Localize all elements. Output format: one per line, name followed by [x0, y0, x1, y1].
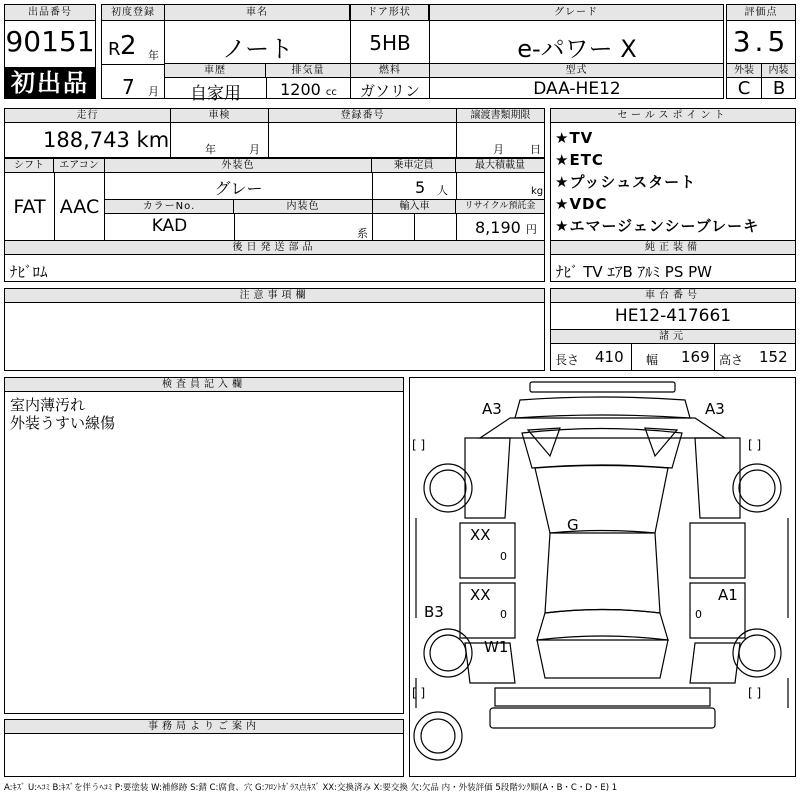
front-outline — [515, 397, 690, 418]
bracket-right: [ ] — [748, 438, 762, 452]
inspection-year-unit: 年 — [205, 143, 216, 156]
wheel-rear-right-inner — [739, 635, 775, 671]
width-value: 169 — [681, 348, 710, 366]
spare-wheel-inner — [421, 719, 455, 753]
displacement-label: 排気量 — [265, 63, 351, 78]
notes-label: 注意事項欄 — [4, 288, 545, 303]
chassis-label: 車台番号 — [550, 288, 796, 303]
sales-point-item: ★VDC — [555, 195, 608, 213]
left-front-fender — [465, 438, 510, 518]
aircon-label: エアコン — [53, 158, 105, 173]
interior-label: 内装 — [761, 63, 796, 78]
first-reg-box — [101, 4, 165, 99]
aircon-value: AAC — [59, 196, 100, 218]
car-name-label: 車名 — [164, 4, 350, 21]
genuine-equip-box — [550, 240, 796, 282]
divider — [456, 122, 457, 157]
mark-zero-right: 0 — [695, 608, 702, 621]
mileage-value — [43, 128, 169, 152]
rear-window — [537, 610, 668, 641]
lot-label: 出品番号 — [4, 4, 96, 21]
wheel-rear-right — [733, 629, 781, 677]
capacity-value: 5 — [415, 178, 426, 197]
sales-point-item: ★TV — [555, 129, 594, 147]
divider — [102, 64, 164, 65]
sales-points-list — [555, 127, 759, 237]
rear-bumper-bottom — [490, 708, 715, 728]
bracket-left-lower: [ ] — [412, 686, 426, 700]
cabin — [545, 533, 660, 613]
inspector-label: 検査員記入欄 — [4, 377, 404, 392]
damage-mark-xx-lower: XX — [470, 586, 491, 604]
max-load-label: 最大積載量 — [455, 158, 545, 173]
door-value: 5HB — [369, 31, 411, 55]
exterior-score: C — [737, 78, 751, 99]
divider — [631, 343, 632, 370]
height-value: 152 — [759, 348, 788, 366]
wheel-rear-left-inner — [430, 635, 466, 671]
recycle-value — [475, 218, 537, 237]
inspection-label: 車検 — [170, 108, 269, 123]
later-parts-value: ﾅﾋﾞﾛﾑ — [10, 263, 48, 281]
interior-score: B — [772, 78, 786, 99]
later-parts-label: 後日発送部品 — [4, 240, 545, 255]
height-label: 高さ — [719, 353, 744, 367]
divider — [268, 122, 269, 157]
divider — [170, 122, 171, 157]
wheel-rear-left — [424, 629, 472, 677]
shift-label: シフト — [4, 158, 54, 173]
score-value: 3.5 — [732, 25, 790, 58]
history-label: 車歴 — [164, 63, 266, 78]
inspector-line: 室内薄汚れ — [10, 396, 86, 414]
divider — [372, 213, 373, 240]
wheel-front-left-inner — [430, 470, 466, 506]
displacement-value — [267, 80, 350, 99]
mileage-unit: km — [136, 128, 170, 152]
office-box — [4, 719, 404, 777]
displacement-number: 1200 — [280, 80, 321, 99]
exterior-color-label: 外装色 — [104, 158, 372, 173]
fuel-value: ガソリン — [359, 82, 420, 100]
recycle-number: 8,190 — [475, 218, 521, 237]
color-no-label: カラーNo. — [104, 199, 234, 214]
first-reg-month: 7 — [122, 75, 135, 99]
color-no-value: KAD — [151, 216, 188, 236]
exterior-label: 外装 — [726, 63, 762, 78]
sales-point-item: ★ETC — [555, 151, 604, 169]
chassis-box — [550, 288, 796, 371]
first-reg-month-unit: 月 — [148, 85, 159, 98]
car-name-value: ノート — [221, 35, 294, 63]
damage-mark-w1: W1 — [484, 638, 509, 656]
damage-mark-g: G — [567, 516, 579, 534]
damage-mark-a3-right: A3 — [705, 400, 725, 418]
mileage-number: 188,743 — [43, 128, 130, 152]
exterior-color-value: グレー — [214, 179, 263, 198]
lot-box — [4, 4, 96, 99]
divider — [414, 213, 415, 240]
spec-box — [4, 158, 545, 241]
windshield — [522, 429, 682, 469]
displacement-unit: cc — [325, 87, 337, 98]
score-box — [726, 4, 796, 99]
transfer-month-unit: 月 — [493, 143, 504, 156]
score-label: 評価点 — [726, 4, 796, 21]
mileage-label: 走行 — [4, 108, 171, 123]
first-reg-label: 初度登録 — [101, 4, 165, 21]
genuine-equip-value: ﾅﾋﾞ TV ｴｱB ｱﾙﾐ PS PW — [556, 263, 712, 281]
sales-points-box — [550, 108, 796, 241]
fuel-label: 燃料 — [350, 63, 430, 78]
sales-point-item: ★エマージェンシーブレーキ — [555, 217, 760, 235]
right-front-fender — [695, 438, 740, 518]
transfer-day-unit: 日 — [530, 143, 541, 156]
divider — [234, 213, 235, 240]
max-load-unit: kg — [531, 186, 544, 197]
mark-zero-lower: 0 — [500, 608, 507, 621]
grade-label: グレード — [428, 4, 724, 21]
mark-zero-upper: 0 — [500, 550, 507, 563]
history-value: 自家用 — [190, 84, 241, 104]
bracket-left: [ ] — [412, 438, 426, 452]
shift-value: FAT — [13, 196, 46, 218]
interior-color-label: 内装色 — [233, 199, 373, 214]
recycle-unit: 円 — [525, 223, 537, 236]
roof — [535, 466, 668, 534]
office-label: 事務局よりご案内 — [4, 719, 404, 734]
damage-mark-xx-upper: XX — [470, 526, 491, 544]
genuine-equip-label: 純正装備 — [550, 240, 796, 255]
damage-diagram-box — [409, 377, 796, 777]
damage-mark-a3-left: A3 — [482, 400, 502, 418]
dimensions-label: 諸元 — [550, 329, 796, 344]
interior-color-unit: 系 — [357, 227, 368, 240]
mileage-box — [4, 108, 545, 158]
width-label: 幅 — [646, 353, 659, 367]
rear-hatch — [537, 640, 668, 678]
later-parts-box — [4, 240, 545, 282]
sales-point-item: ★プッシュスタート — [555, 173, 697, 191]
length-label: 長さ — [555, 353, 580, 367]
model-label: 型式 — [429, 63, 724, 78]
damage-mark-b3: B3 — [424, 603, 444, 621]
lot-number: 90151 — [5, 25, 95, 58]
transfer-deadline-label: 譲渡書類期限 — [456, 108, 545, 123]
damage-mark-a1: A1 — [718, 586, 738, 604]
rear-bumper — [495, 688, 710, 706]
legend-text: A:ｷｽﾞ U:ﾍｺﾐ B:ｷｽﾞを伴うﾍｺﾐ P:要塗装 W:補修跡 S:錆 C:腐食、穴 G:ﾌﾛﾝﾄｶﾞﾗｽ点ｷｽﾞ XX:交換済み X:要交換 欠:欠品 内・外装評価 5段階ﾗﾝｸ順(A・B・C・D・E) 1 — [4, 783, 618, 793]
model-value: DAA-HE12 — [533, 79, 621, 99]
bracket-right-lower: [ ] — [748, 686, 762, 700]
inspector-box — [4, 377, 404, 714]
grade-value: e-パワー X — [517, 35, 637, 63]
first-reg-era: R — [108, 39, 121, 60]
import-label: 輸入車 — [372, 199, 457, 214]
capacity-unit: 人 — [437, 184, 448, 197]
front-bumper-top — [530, 382, 675, 392]
inspector-lines — [10, 396, 115, 432]
wheel-front-right-inner — [739, 470, 775, 506]
inspector-line: 外装うすい線傷 — [10, 414, 116, 432]
first-reg-year: 2 — [120, 31, 137, 61]
right-rear-fender — [690, 643, 740, 683]
car-outline-diagram — [410, 378, 795, 776]
recycle-label: リサイクル預託金 — [455, 199, 545, 214]
right-front-door — [690, 523, 745, 578]
first-listing-badge: 初出品 — [4, 67, 96, 99]
divider — [714, 343, 715, 370]
capacity-label: 乗車定員 — [371, 158, 456, 173]
car-info-box — [164, 4, 724, 104]
inspection-month-unit: 月 — [249, 143, 260, 156]
door-label: ドア形状 — [349, 4, 429, 21]
sales-points-label: セールスポイント — [550, 108, 796, 123]
first-reg-year-unit: 年 — [148, 49, 159, 62]
divider — [372, 172, 373, 200]
notes-box — [4, 288, 545, 371]
length-value: 410 — [595, 348, 624, 366]
reg-number-label: 登録番号 — [268, 108, 457, 123]
chassis-value: HE12-417661 — [614, 306, 732, 326]
